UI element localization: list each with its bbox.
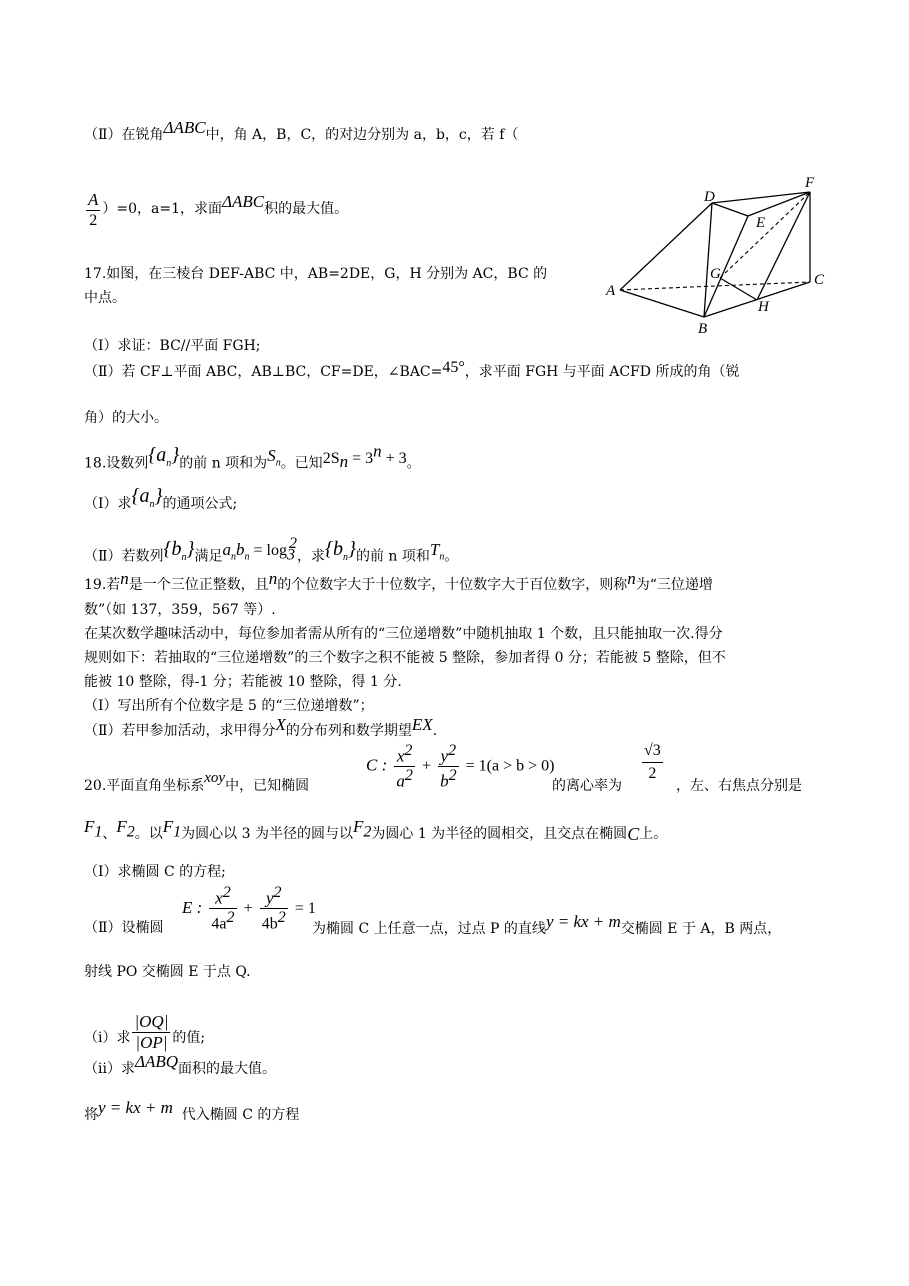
- text: 交椭圆 E 于 A，B 两点，: [620, 921, 782, 937]
- brace: }: [347, 537, 356, 560]
- seq-a: {a: [131, 485, 150, 507]
- label-g: G: [710, 266, 721, 282]
- text: 的前 n 项和为: [179, 455, 268, 472]
- q16-part2-line1: [84, 118, 519, 145]
- text: 代入椭圆 C 的方程: [181, 1107, 300, 1123]
- log: = log: [249, 541, 287, 559]
- triangle-abc: ΔABC: [222, 192, 265, 211]
- sequence-a: [148, 444, 180, 470]
- q19-part1: （Ⅰ）写出所有个位数字是 5 的“三位递增数”；: [84, 698, 374, 714]
- text: 为“三位递增: [635, 577, 713, 593]
- text: 是一个三位正整数，且: [128, 577, 269, 593]
- text: 上。: [639, 826, 668, 842]
- c-label: C :: [366, 755, 388, 775]
- text: ）=0，a=1，求面: [102, 201, 223, 217]
- y2-over-b2: $\frac{y^2}{b^2}$: [440, 742, 457, 791]
- text: 的分布列和数学期望: [285, 723, 412, 739]
- sub: 1: [94, 823, 103, 841]
- q17-stem: 17.如图，在三棱台 DEF-ABC 中，AB=2DE，G，H 分别为 AC，BC 的: [84, 266, 548, 282]
- text: （i）求: [84, 1030, 131, 1046]
- focus-f1: [162, 817, 182, 841]
- sub: 2: [126, 823, 135, 841]
- line-equation: y = kx + m: [98, 1098, 173, 1117]
- text: 。以: [134, 826, 163, 842]
- f: F: [162, 817, 174, 836]
- text: 将: [84, 1107, 98, 1123]
- seq-b: {b: [324, 537, 343, 560]
- text: .: [432, 723, 438, 739]
- angle-value: 45°: [442, 359, 465, 376]
- f: F: [352, 817, 364, 836]
- a: a: [222, 539, 232, 559]
- q17-stem2: 中点。: [84, 290, 126, 306]
- label-f: F: [805, 175, 815, 191]
- text: 的通项公式;: [162, 496, 238, 512]
- text: 19.若: [84, 577, 121, 593]
- var-n: n: [120, 569, 129, 588]
- text: 的个位数字大于十位数字，十位数字大于百位数字，则称: [277, 577, 628, 593]
- q16-part2-line2: [84, 190, 348, 231]
- numerator: |OQ|: [134, 1012, 169, 1031]
- text: 20.平面直角坐标系: [84, 778, 205, 794]
- fraction-a-over-2: [86, 190, 100, 231]
- sub: n: [244, 551, 250, 563]
- sup: n: [373, 442, 382, 461]
- q19-stem5: 能被 10 整除，得-1 分；若能被 10 整除，得 1 分.: [84, 674, 402, 690]
- q20-stem1b: [552, 776, 622, 796]
- equation-2sn: [322, 442, 407, 472]
- text: （Ⅱ）若甲参加活动，求甲得分: [84, 723, 276, 739]
- text: （Ⅱ）在锐角: [84, 127, 164, 143]
- sum-t: [429, 539, 445, 563]
- text: （Ⅱ）若数列: [84, 548, 164, 565]
- text: （ii）求: [84, 1061, 135, 1077]
- e-label: E :: [182, 898, 203, 918]
- brace: }: [171, 444, 180, 467]
- text: 为圆心 1 为半径的圆相交，且交点在椭圆: [371, 826, 628, 842]
- b: b: [236, 539, 245, 559]
- frustum-figure: [600, 170, 840, 340]
- text: 、: [102, 826, 117, 842]
- y: y: [265, 888, 274, 908]
- q20-sub-ii: [84, 1052, 276, 1079]
- eq: 2S: [322, 450, 340, 468]
- condition: = 1(a > b > 0): [465, 757, 555, 775]
- text: 中，已知椭圆: [225, 778, 310, 794]
- q19-stem1: [84, 569, 713, 595]
- q17-part2-cont: 角）的大小。: [84, 410, 168, 426]
- brace: }: [186, 537, 195, 560]
- text: （Ⅰ）求: [84, 496, 132, 512]
- text: 满足: [194, 548, 223, 565]
- q18-part1: [84, 485, 238, 521]
- sub-n: n: [439, 551, 445, 563]
- triangle-abc: ΔABC: [163, 118, 206, 137]
- text: 面积的最大值。: [178, 1061, 276, 1077]
- sub: 1: [173, 823, 182, 841]
- label-h: H: [758, 299, 769, 315]
- sub: 2: [363, 823, 372, 841]
- label-b: B: [698, 321, 708, 337]
- q19-stem4: 规则如下：若抽取的“三位递增数”的三个数字之积不能被 5 整除，参加者得 0 分；若能被 5 整除，但不: [84, 650, 726, 666]
- text: 。: [406, 455, 421, 472]
- var-xoy: xoy: [204, 770, 226, 786]
- text: 的离心率为: [552, 778, 622, 794]
- sequence-b: [324, 537, 356, 563]
- text: 为圆心以 3 为半径的圆与以: [181, 826, 353, 842]
- x: x: [396, 746, 405, 766]
- sub: n: [339, 452, 349, 472]
- var-n: n: [627, 569, 636, 588]
- focus-f2: [352, 817, 372, 841]
- label-e: E: [756, 215, 766, 231]
- numerator: A: [88, 190, 99, 209]
- text: ，求平面 FGH 与平面 ACFD 所成的角（锐: [464, 364, 740, 380]
- sup: 2: [288, 535, 297, 552]
- line-equation: y = kx + m: [545, 912, 621, 931]
- sub-n: n: [149, 499, 155, 510]
- ellipse-e-equation: E : $\frac{x^2}{4a^2}$ + $\frac{y^2}{4b^2}$ = 1: [182, 884, 316, 933]
- eq-rest: = 3: [348, 450, 374, 468]
- denominator: |OP|: [135, 1033, 168, 1052]
- var-ex: EX: [411, 715, 433, 734]
- q20-part2-text: [312, 912, 782, 939]
- x2-over-a2: $\frac{x^2}{a^2}$: [396, 742, 413, 791]
- sub-n: n: [342, 551, 348, 563]
- focus-f1: [84, 817, 103, 841]
- q18-stem: [84, 442, 421, 480]
- label-a: A: [606, 283, 616, 299]
- focus-f2: [116, 817, 135, 841]
- text: 的值;: [172, 1030, 206, 1046]
- four-b: 4b: [261, 915, 278, 933]
- text: （Ⅱ）若 CF⊥平面 ABC，AB⊥BC，CF=DE，∠BAC=: [84, 364, 443, 380]
- text: ，求: [296, 548, 325, 565]
- label-c: C: [814, 272, 825, 288]
- text: 为椭圆 C 上任意一点，过点 P 的直线: [312, 921, 546, 937]
- ellipse-c-equation: C : $\frac{x^2}{a^2}$ + $\frac{y^2}{b^2}$ = 1(a > b > 0): [366, 742, 555, 791]
- f: F: [84, 817, 95, 836]
- text: ，左、右焦点分别是: [676, 778, 802, 794]
- y2-over-4b2: $\frac{y^2}{4b^2}$: [261, 884, 286, 933]
- q17-part1: （Ⅰ）求证：BC//平面 FGH;: [84, 338, 261, 354]
- brace: }: [154, 485, 163, 507]
- q20-stem1c: [676, 776, 802, 796]
- q19-stem3: 在某次数学趣味活动中，每位参加者需从所有的“三位递增数”中随机抽取 1 个数，且只能抽取一次.得分: [84, 626, 723, 642]
- four-a: 4a: [211, 915, 227, 933]
- q20-sub-i: [84, 1012, 205, 1053]
- q20-stem1: [84, 770, 310, 796]
- text: 18.设数列: [84, 455, 149, 472]
- text: 中，角 A，B，C，的对边分别为 a，b，c，若 f（: [205, 127, 519, 143]
- equals-one: = 1: [294, 900, 316, 918]
- eq-tail: + 3: [381, 450, 407, 468]
- text: 。: [444, 548, 459, 565]
- seq-a: {a: [148, 444, 167, 467]
- sub-n: n: [181, 551, 187, 563]
- seq-b: {b: [163, 537, 182, 560]
- text: 的前 n 项和: [355, 548, 430, 565]
- b: b: [440, 771, 449, 791]
- s: S: [267, 446, 276, 466]
- a: a: [396, 771, 405, 791]
- eccentricity-fraction: [640, 740, 665, 785]
- sequence-a: [131, 485, 163, 510]
- text: 积的最大值。: [264, 201, 349, 217]
- q20-part2-cont: 射线 PO 交椭圆 E 于点 Q.: [84, 964, 251, 980]
- q17-part2: [84, 359, 740, 382]
- denominator: 2: [89, 212, 98, 229]
- t: T: [429, 539, 440, 559]
- q20-stem2: [84, 817, 668, 848]
- f: F: [116, 817, 127, 836]
- text: 。已知: [280, 455, 323, 472]
- sub-n: n: [166, 458, 172, 470]
- triangle-abq: ΔABQ: [134, 1052, 178, 1071]
- sequence-b: [163, 537, 195, 563]
- x2-over-4a2: $\frac{x^2}{4a^2}$: [211, 884, 235, 933]
- q20-part2-label: （Ⅱ）设椭圆: [84, 920, 164, 936]
- q19-part2: [84, 715, 438, 741]
- var-x: X: [275, 715, 286, 734]
- var-n: n: [268, 569, 278, 588]
- q20-part1: （Ⅰ）求椭圆 C 的方程;: [84, 864, 226, 880]
- sub: n: [231, 551, 237, 563]
- equation-anbn: [222, 535, 297, 564]
- oq-over-op: [132, 1012, 170, 1053]
- numerator: √3: [642, 740, 663, 763]
- solution-start: [84, 1098, 300, 1125]
- var-c: C: [627, 824, 640, 844]
- label-d: D: [704, 189, 715, 205]
- sub: 3: [286, 546, 295, 564]
- sum-s: [267, 446, 281, 469]
- denominator: 2: [648, 765, 657, 782]
- q19-stem2: 数”（如 137，359，567 等）.: [84, 602, 276, 618]
- y: y: [440, 746, 449, 766]
- sub-n: n: [275, 457, 281, 469]
- x: x: [215, 888, 223, 908]
